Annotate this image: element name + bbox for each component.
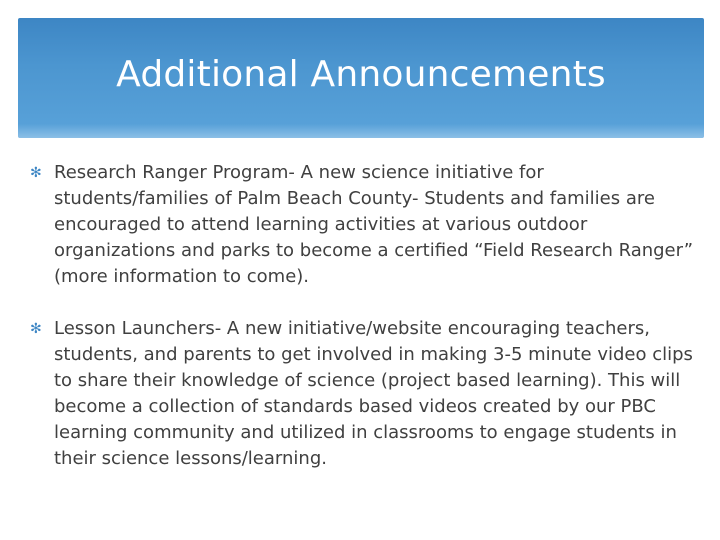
bullet-item-lesson-launchers [30,316,696,472]
asterisk-bullet-icon: ✻ [30,165,42,181]
bullet-item-research-ranger [30,160,696,290]
bullet-text: Lesson Launchers- A new initiative/website encouraging teachers, students, and parents to get involved in making 3-5 minute video clips to share their knowledge of science (project based learning). This will become a collection of standards based videos created by our PBC learning community and utilized in classrooms to engage students in their science lessons/learning. [54,318,693,469]
asterisk-bullet-icon: ✻ [30,321,42,337]
bullet-text: Research Ranger Program- A new science initiative for students/families of Palm Beach County- Students and families are encouraged to attend learning activities at various outdoor organizations and parks to become a certified “Field Research Ranger” (more information to come). [54,162,694,287]
title-banner [18,18,704,138]
bullet-list [30,160,696,472]
slide-title: Additional Announcements [116,54,606,95]
